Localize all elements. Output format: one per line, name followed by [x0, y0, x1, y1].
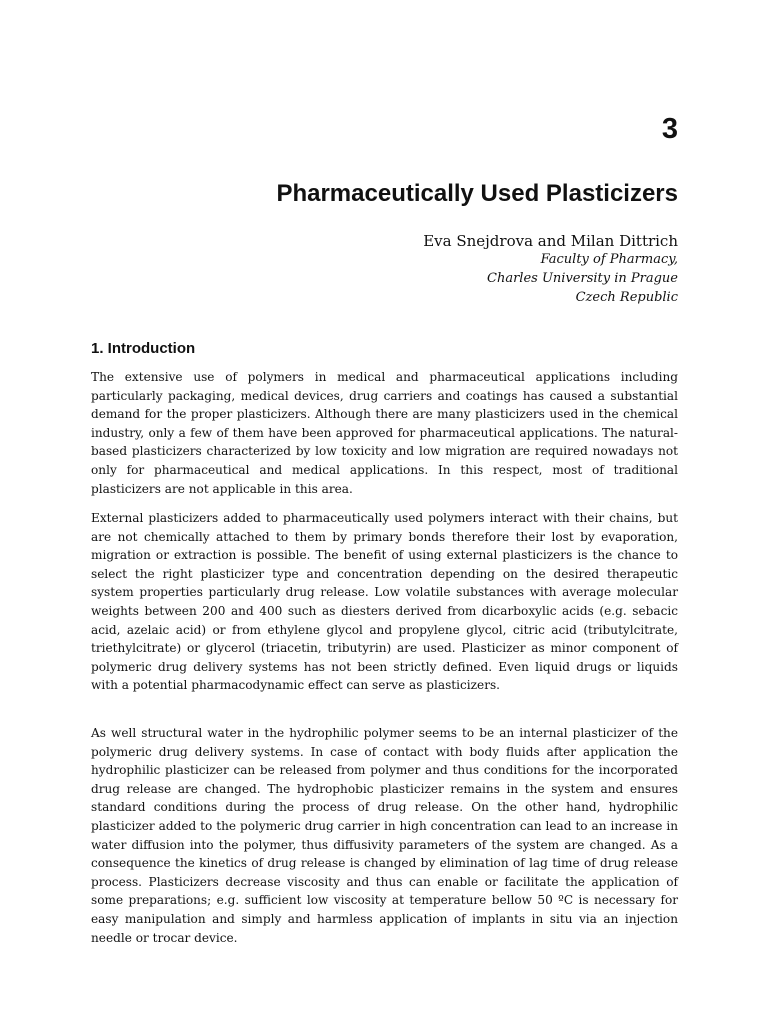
affiliation-line: Czech Republic [575, 290, 678, 305]
section-heading: 1. Introduction [91, 340, 196, 357]
author-names: Eva Snejdrova and Milan Dittrich [423, 232, 678, 250]
body-paragraph: The extensive use of polymers in medical and pharmaceutical applications including particularly packaging, medical devices, drug carriers and coatings has caused a substantial demand for the proper plasticizers. Although there are many plasticizers used in the chemical industry, only a few of them have been approved for pharmaceutical applications. The natural-based plasticizers characterized by low toxicity and low migration are required nowadays not only for pharmaceutical and medical applications. In this respect, most of traditional plasticizers are not applicable in this area. [91, 370, 678, 496]
document-page [91, 0, 678, 1024]
affiliation-line: Faculty of Pharmacy, [540, 252, 678, 267]
affiliation-line: Charles University in Prague [487, 271, 678, 286]
chapter-title: Pharmaceutically Used Plasticizers [276, 180, 678, 207]
body-paragraph: As well structural water in the hydrophilic polymer seems to be an internal plasticizer of the polymeric drug delivery systems. In case of contact with body fluids after application the hydrophilic plasticizer can be released from polymer and thus conditions for the incorporated drug release are changed. The hydrophobic plasticizer remains in the system and ensures standard conditions during the process of drug release. On the other hand, hydrophilic plasticizer added to the polymeric drug carrier in high concentration can lead to an increase in water diffusion into the polymer, thus diffusivity parameters of the system are changed. As a consequence the kinetics of drug release is changed by elimination of lag time of drug release process. Plasticizers decrease viscosity and thus can enable or facilitate the application of some preparations; e.g. sufficient low viscosity at temperature bellow 50 ºC is necessary for easy manipulation and simply and harmless application of implants in situ via an injection needle or trocar device. [91, 726, 678, 945]
body-paragraph: External plasticizers added to pharmaceutically used polymers interact with their chains, but are not chemically attached to them by primary bonds therefore their lost by evaporation, migration or extraction is possible. The benefit of using external plasticizers is the chance to select the right plasticizer type and concentration depending on the desired therapeutic system properties particularly drug release. Low volatile substances with average molecular weights between 200 and 400 such as diesters derived from dicarboxylic acids (e.g. sebacic acid, azelaic acid) or from ethylene glycol and propylene glycol, citric acid (tributylcitrate, triethylcitrate) or glycerol (triacetin, tributyrin) are used. Plasticizer as minor component of polymeric drug delivery systems has not been strictly defined. Even liquid drugs or liquids with a potential pharmacodynamic effect can serve as plasticizers. [91, 511, 678, 693]
chapter-number: 3 [661, 113, 678, 145]
